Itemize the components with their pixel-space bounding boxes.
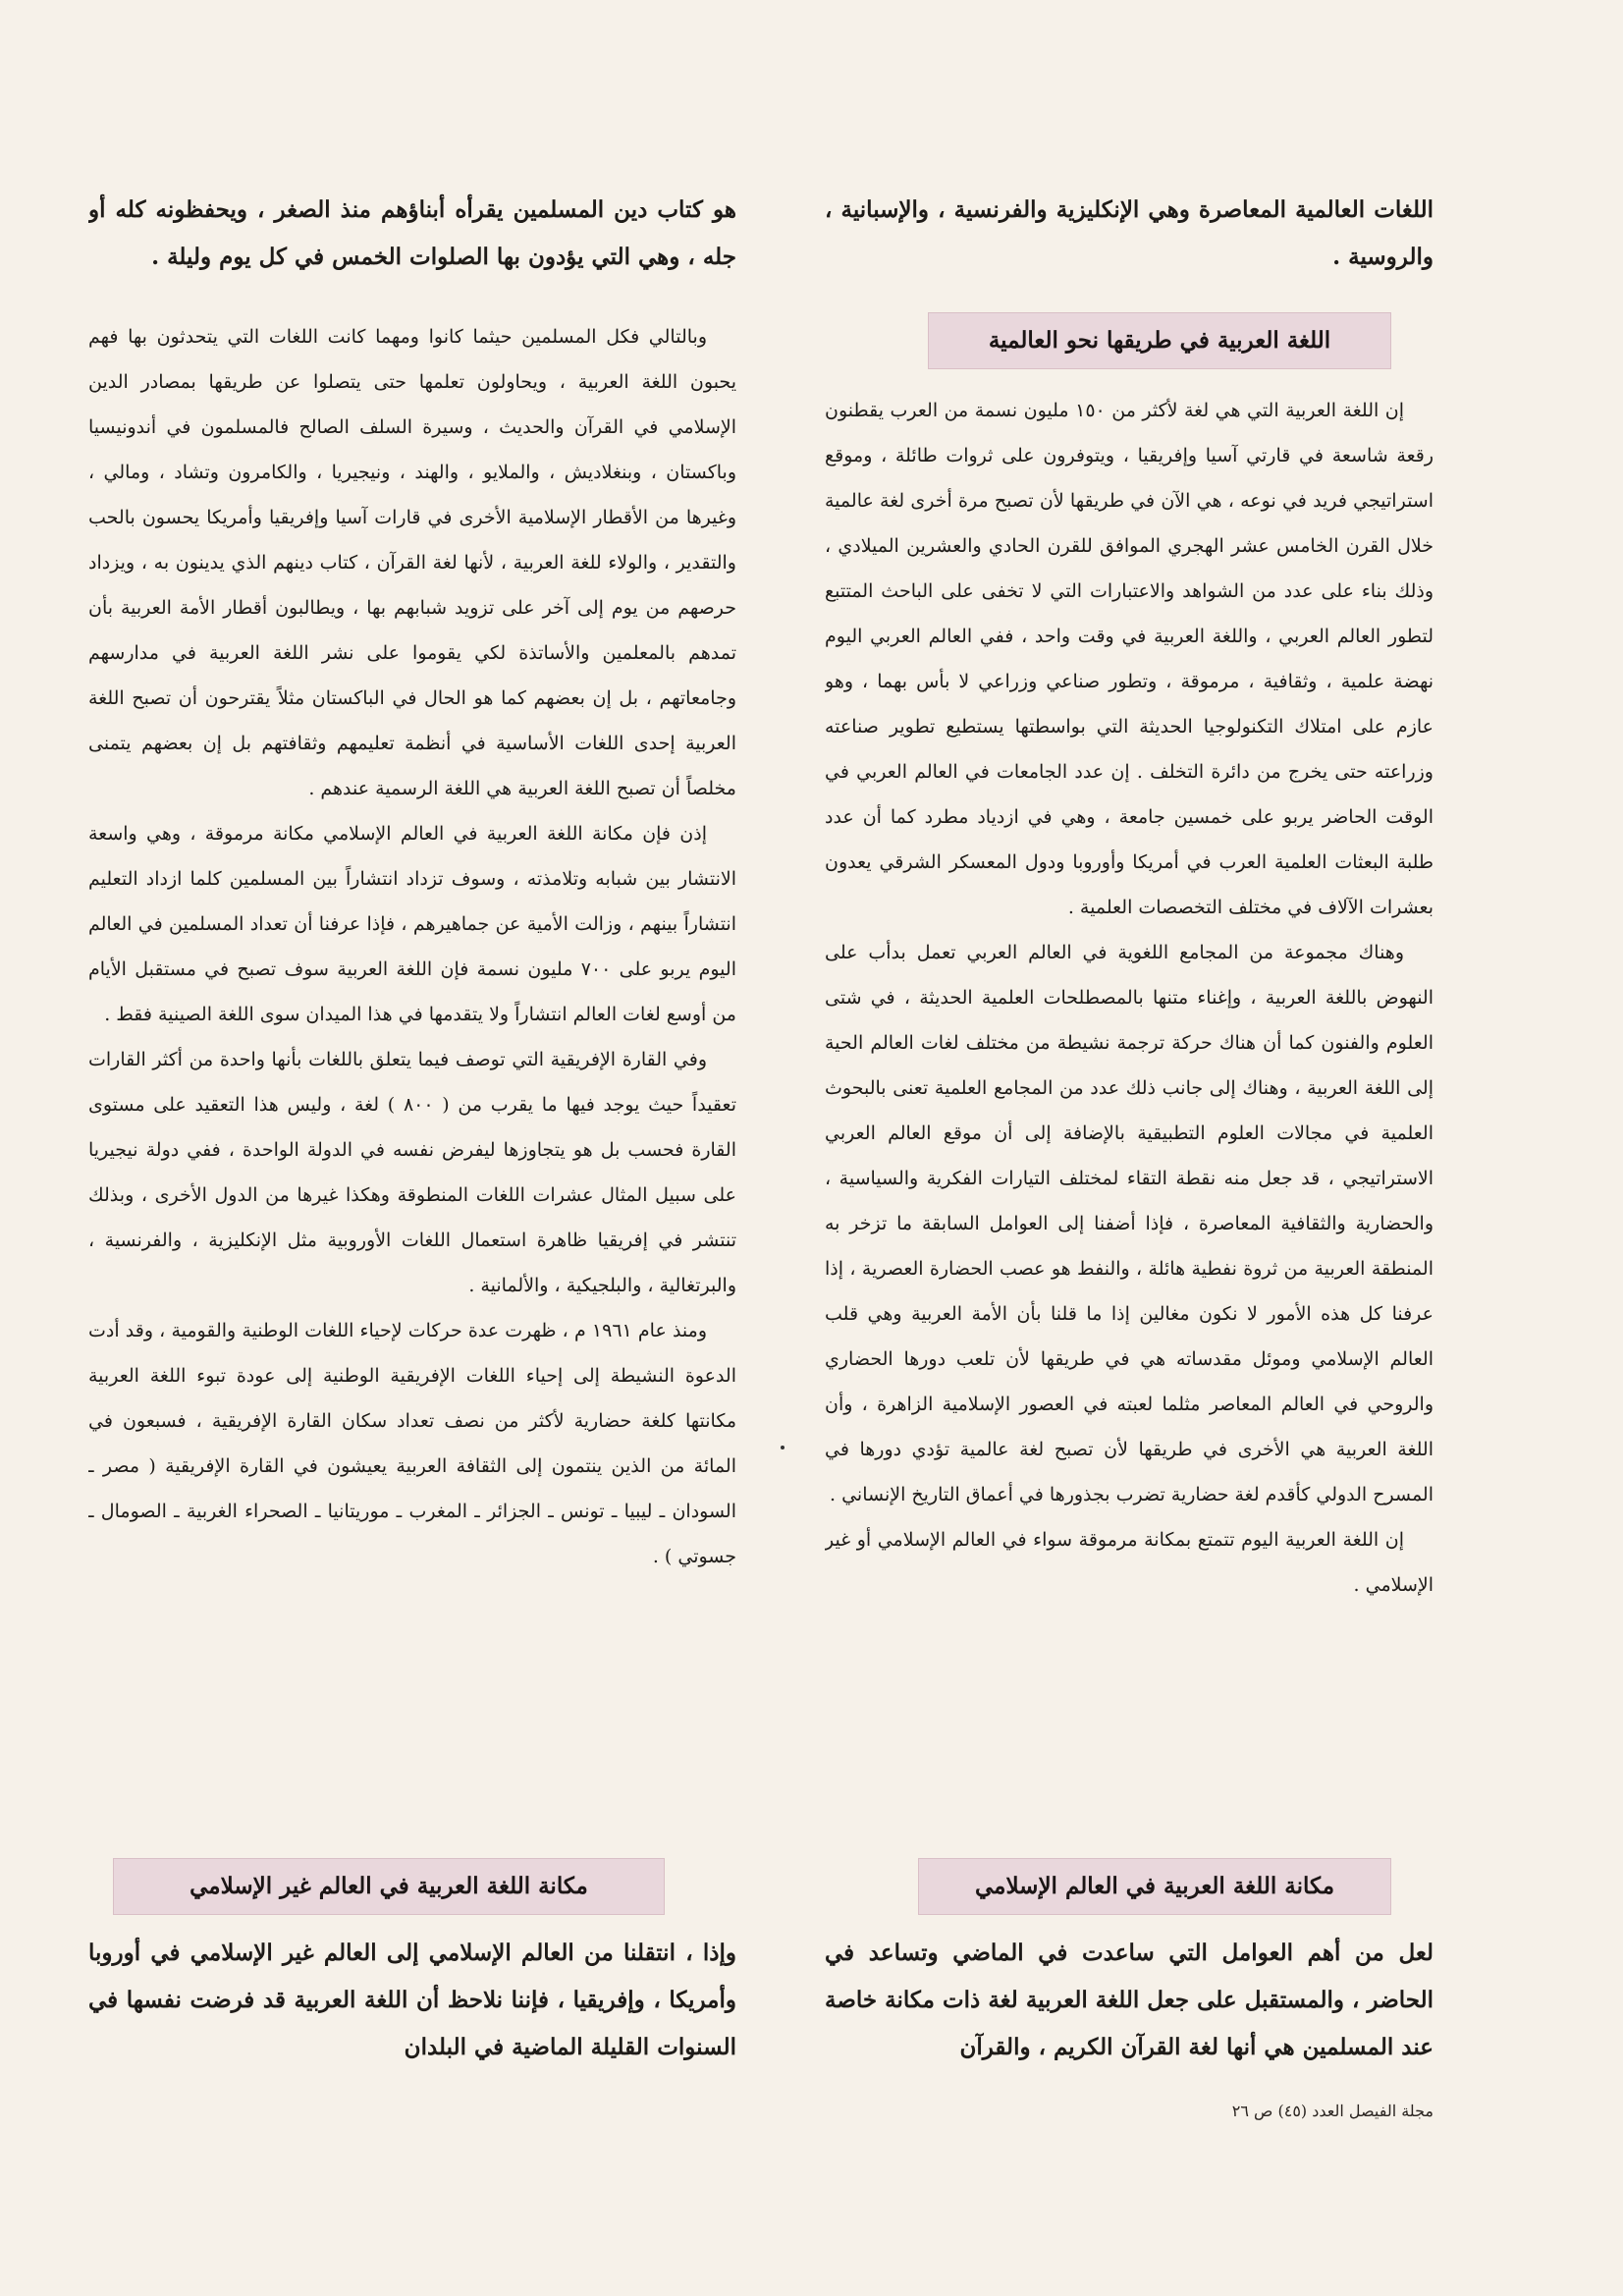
paragraph: إن اللغة العربية اليوم تتمتع بمكانة مرموقة سواء في العالم الإسلامي أو غير الإسلامي . [825, 1529, 1434, 1596]
heading-arabic-in-non-islamic-world: مكانة اللغة العربية في العالم غير الإسلامي [113, 1858, 665, 1915]
right-column-top-lead: اللغات العالمية المعاصرة وهي الإنكليزية والفرنسية ، والإسبانية ، والروسية . [825, 196, 1434, 270]
paragraph: إن اللغة العربية التي هي لغة لأكثر من ١٥٠ مليون نسمة من العرب يقطنون رقعة شاسعة في قارتي آسيا وإفريقيا ، ويتوفرون على ثروات طائلة ، وموقع استراتيجي فريد في نوعه ، هي الآن في طريقها لأن تصبح مرة أخرى لغة عالمية خلال القرن الخامس عشر الهجري الموافق للقرن الحادي والعشرين الميلادي ، وذلك بناء على عدد من الشواهد والاعتبارات التي لا تخفى على الباحث المتتبع لتطور العالم العربي ، واللغة العربية في وقت واحد ، ففي العالم العربي اليوم نهضة علمية ، وثقافية ، مرموقة ، وتطور صناعي وزراعي لا بأس بهما ، وهو عازم على امتلاك التكنولوجيا الحديثة التي بواسطتها يستطيع تطوير صناعته وزراعته حتى يخرج من دائرة التخلف . إن عدد الجامعات في العالم العربي في الوقت الحاضر يربو على خمسين جامعة ، وهي في ازدياد مطرد كما أن عدد طلبة البعثات العلمية العرب في أمريكا وأوروبا ودول المعسكر الشرقي يعدون بعشرات الآلاف في مختلف التخصصات العلمية . [825, 400, 1434, 918]
paragraph: وبالتالي فكل المسلمين حيثما كانوا ومهما كانت اللغات التي يتحدثون بها فهم يحبون اللغة العربية ، ويحاولون تعلمها حتى يتصلوا عن طريقها بمصادر الدين الإسلامي في القرآن والحديث ، وسيرة السلف الصالح فالمسلمون في أندونيسيا وباكستان ، وبنغلاديش ، والملايو ، والهند ، ونيجيريا ، والكامرون وتشاد ، ومالي ، وغيرها من الأقطار الإسلامية الأخرى في قارات آسيا وإفريقيا وأمريكا يحسون بالحب والتقدير ، والولاء للغة العربية ، لأنها لغة القرآن ، كتاب دينهم الذي يدينون به ، ويزداد حرصهم من يوم إلى آخر على تزويد شبابهم بها ، ويطالبون أقطار الأمة العربية بأن تمدهم بالمعلمين والأساتذة لكي يقوموا على نشر اللغة العربية في مدارسهم وجامعاتهم ، بل إن بعضهم كما هو الحال في الباكستان مثلاً يقترحون أن تصبح اللغة العربية إحدى اللغات الأساسية في أنظمة تعليمهم وثقافتهم بل إن بعضهم يتمنى مخلصاً أن تصبح اللغة العربية هي اللغة الرسمية عندهم . [88, 326, 736, 799]
heading-arabic-toward-global: اللغة العربية في طريقها نحو العالمية [928, 312, 1391, 369]
right-column-bottom-lead: لعل من أهم العوامل التي ساعدت في الماضي وتساعد في الحاضر ، والمستقبل على جعل اللغة العربية لغة ذات مكانة خاصة عند المسلمين هي أنها لغة القرآن الكريم ، والقرآن [825, 1940, 1434, 2060]
left-column-bottom-lead: وإذا ، انتقلنا من العالم الإسلامي إلى العالم غير الإسلامي في أوروبا وأمريكا ، وإفريقيا ، فإننا نلاحظ أن اللغة العربية قد فرضت نفسها في السنوات القليلة الماضية في البلدان [88, 1940, 736, 2060]
page-footer: مجلة الفيصل العدد (٤٥) ص ٢٦ [1231, 2102, 1434, 2120]
heading-arabic-in-islamic-world: مكانة اللغة العربية في العالم الإسلامي [918, 1858, 1391, 1915]
left-column-body [88, 314, 736, 1817]
stray-dot [781, 1446, 784, 1449]
left-column-top-lead: هو كتاب دين المسلمين يقرأه أبناؤهم منذ الصغر ، ويحفظونه كله أو جله ، وهي التي يؤدون بها الصلوات الخمس في كل يوم وليلة . [88, 196, 736, 270]
paragraph: إذن فإن مكانة اللغة العربية في العالم الإسلامي مكانة مرموقة ، وهي واسعة الانتشار بين شبابه وتلامذته ، وسوف تزداد انتشاراً بين المسلمين كلما ازداد التعليم انتشاراً بينهم ، وزالت الأمية عن جماهيرهم ، فإذا عرفنا أن تعداد المسلمين في العالم اليوم يربو على ٧٠٠ مليون نسمة فإن اللغة العربية سوف تصبح في مستقبل الأيام من أوسع لغات العالم انتشاراً ولا يتقدمها في هذا الميدان سوى اللغة الصينية فقط . [88, 823, 736, 1025]
right-column-body [825, 388, 1434, 1777]
paragraph: ومنذ عام ١٩٦١ م ، ظهرت عدة حركات لإحياء اللغات الوطنية والقومية ، وقد أدت الدعوة النشيطة إلى إحياء اللغات الإفريقية الوطنية إلى عودة تبوء اللغة العربية مكانتها كلغة حضارية لأكثر من نصف تعداد سكان القارة الإفريقية ، فسبعون في المائة من الذين ينتمون إلى الثقافة العربية يعيشون في القارة الإفريقية ( مصر ـ السودان ـ ليبيا ـ تونس ـ الجزائر ـ المغرب ـ موريتانيا ـ الصحراء الغربية ـ الصومال ـ جسوتي ) . [88, 1320, 736, 1567]
paragraph: وهناك مجموعة من المجامع اللغوية في العالم العربي تعمل بدأب على النهوض باللغة العربية ، وإغناء متنها بالمصطلحات العلمية الحديثة ، في شتى العلوم والفنون كما أن هناك حركة ترجمة نشيطة من مختلف لغات العالم الحية إلى اللغة العربية ، وهناك إلى جانب ذلك عدد من المجامع العلمية تعنى بالبحوث العلمية في مجالات العلوم التطبيقية بالإضافة إلى أن موقع العالم العربي الاستراتيجي ، قد جعل منه نقطة التقاء لمختلف التيارات الفكرية والسياسية ، والحضارية والثقافية المعاصرة ، فإذا أضفنا إلى العوامل السابقة ما تزخر به المنطقة العربية من ثروة نفطية هائلة ، والنفط هو عصب الحضارة العصرية ، إذا عرفنا كل هذه الأمور لا نكون مغالين إذا ما قلنا بأن الأمة العربية وهي قلب العالم الإسلامي وموئل مقدساته هي في طريقها لأن تلعب دورها الحضاري والروحي في العالم المعاصر مثلما لعبته في العصور الإسلامية الزاهرة ، وأن اللغة العربية هي الأخرى في طريقها لأن تصبح لغة عالمية تؤدي دورها في المسرح الدولي كأقدم لغة حضارية تضرب بجذورها في أعماق التاريخ الإنساني . [825, 942, 1434, 1505]
paragraph: وفي القارة الإفريقية التي توصف فيما يتعلق باللغات بأنها واحدة من أكثر القارات تعقيداً حيث يوجد فيها ما يقرب من ( ٨٠٠ ) لغة ، وليس هذا التعقيد على مستوى القارة فحسب بل هو يتجاوزها ليفرض نفسه في الدولة الواحدة ، ففي دولة نيجيريا على سبيل المثال عشرات اللغات المنطوقة وهكذا غيرها من الدول الأخرى ، وبذلك تنتشر في إفريقيا ظاهرة استعمال اللغات الأوروبية مثل الإنكليزية ، والفرنسية ، والبرتغالية ، والبلجيكية ، والألمانية . [88, 1049, 736, 1296]
